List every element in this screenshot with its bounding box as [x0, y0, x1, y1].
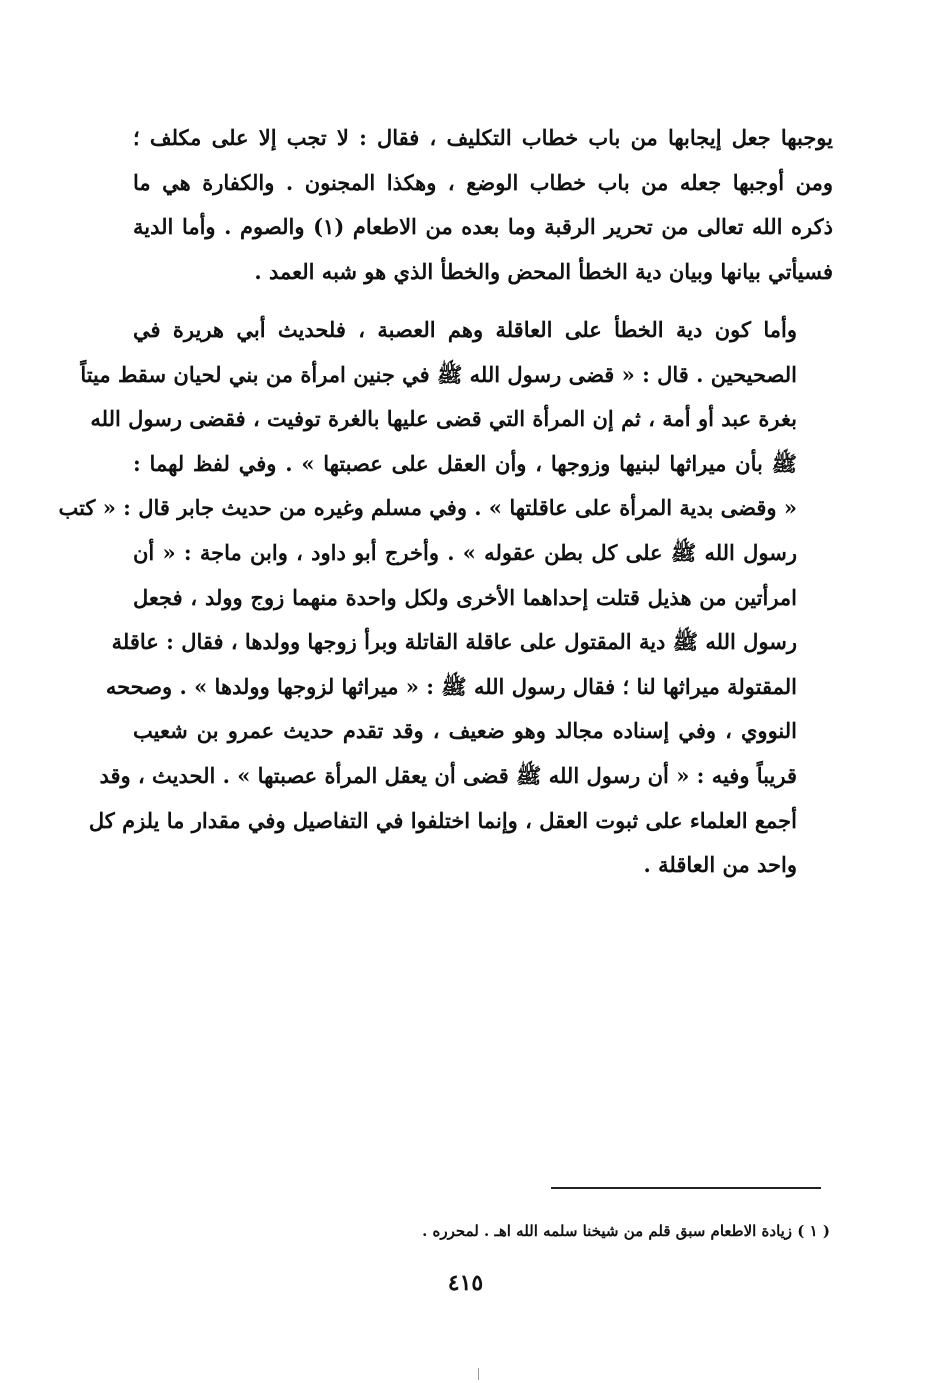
text-line: واحد من العاقلة . — [643, 852, 797, 878]
text-line: يوجبها جعل إيجابها من باب خطاب التكليف ، فقال : لا تجب إلا على مكلف ؛ — [133, 125, 833, 150]
text-line: رسول الله ﷺ على كل بطن عقوله » . وأخرج أبو داود ، وابن ماجة : « أن — [133, 539, 797, 565]
text-line: ذكره الله تعالى من تحرير الرقبة وما بعده من الاطعام (١) والصوم . وأما الدية — [133, 214, 833, 240]
text-line: بغرة عبد أو أمة ، ثم إن المرأة التي قضى عليها بالغرة توفيت ، فقضى رسول الله — [90, 406, 797, 432]
text-line: الصحيحين . قال : « قضى رسول الله ﷺ في جنين امرأة من بني لحيان سقط ميتاً — [80, 361, 797, 387]
page-number: ٤١٥ — [447, 1270, 484, 1296]
scan-mark — [478, 1368, 479, 1380]
text-line: امرأتين من هذيل قتلت إحداهما الأخرى ولكل واحدة منهما زوج وولد ، فجعل — [133, 584, 797, 610]
text-line: ومن أوجبها جعله من باب خطاب الوضع ، وهكذا المجنون . والكفارة هي ما — [133, 169, 833, 195]
text-line: أجمع العلماء على ثبوت العقل ، وإنما اختلفوا في التفاصيل وفي مقدار ما يلزم كل — [88, 807, 797, 833]
text-line: النووي ، وفي إسناده مجالد وهو ضعيف ، وقد تقدم حديث عمرو بن شعيب — [133, 718, 797, 744]
paragraph-1 — [133, 116, 833, 294]
text-line: قريباً وفيه : « أن رسول الله ﷺ قضى أن يعقل المرأة عصبتها » . الحديث ، وقد — [99, 762, 797, 788]
footnote-divider — [551, 1187, 821, 1189]
paragraph-2 — [58, 308, 833, 888]
text-line: وأما كون دية الخطأ على العاقلة وهم العصبة ، فلحديث أبي هريرة في — [133, 317, 797, 342]
text-line: فسيأتي بيانها وبيان دية الخطأ المحض والخطأ الذي هو شبه العمد . — [254, 258, 833, 284]
text-line: المقتولة ميراثها لنا ؛ فقال رسول الله ﷺ : « ميراثها لزوجها وولدها » . وصححه — [105, 673, 797, 699]
footnote: ( ١ ) زيادة الاطعام سبق قلم من شيخنا سلمه الله اهـ . لمحرره . — [422, 1222, 830, 1240]
text-line: رسول الله ﷺ دية المقتول على عاقلة القاتلة وبرأ زوجها وولدها ، فقال : عاقلة — [111, 629, 797, 655]
text-line: ﷺ بأن ميراثها لبنيها وزوجها ، وأن العقل على عصبتها » . وفي لفظ لهما : — [133, 450, 797, 476]
text-line: « وقضى بدية المرأة على عاقلتها » . وفي مسلم وغيره من حديث جابر قال : « كتب — [58, 495, 797, 521]
